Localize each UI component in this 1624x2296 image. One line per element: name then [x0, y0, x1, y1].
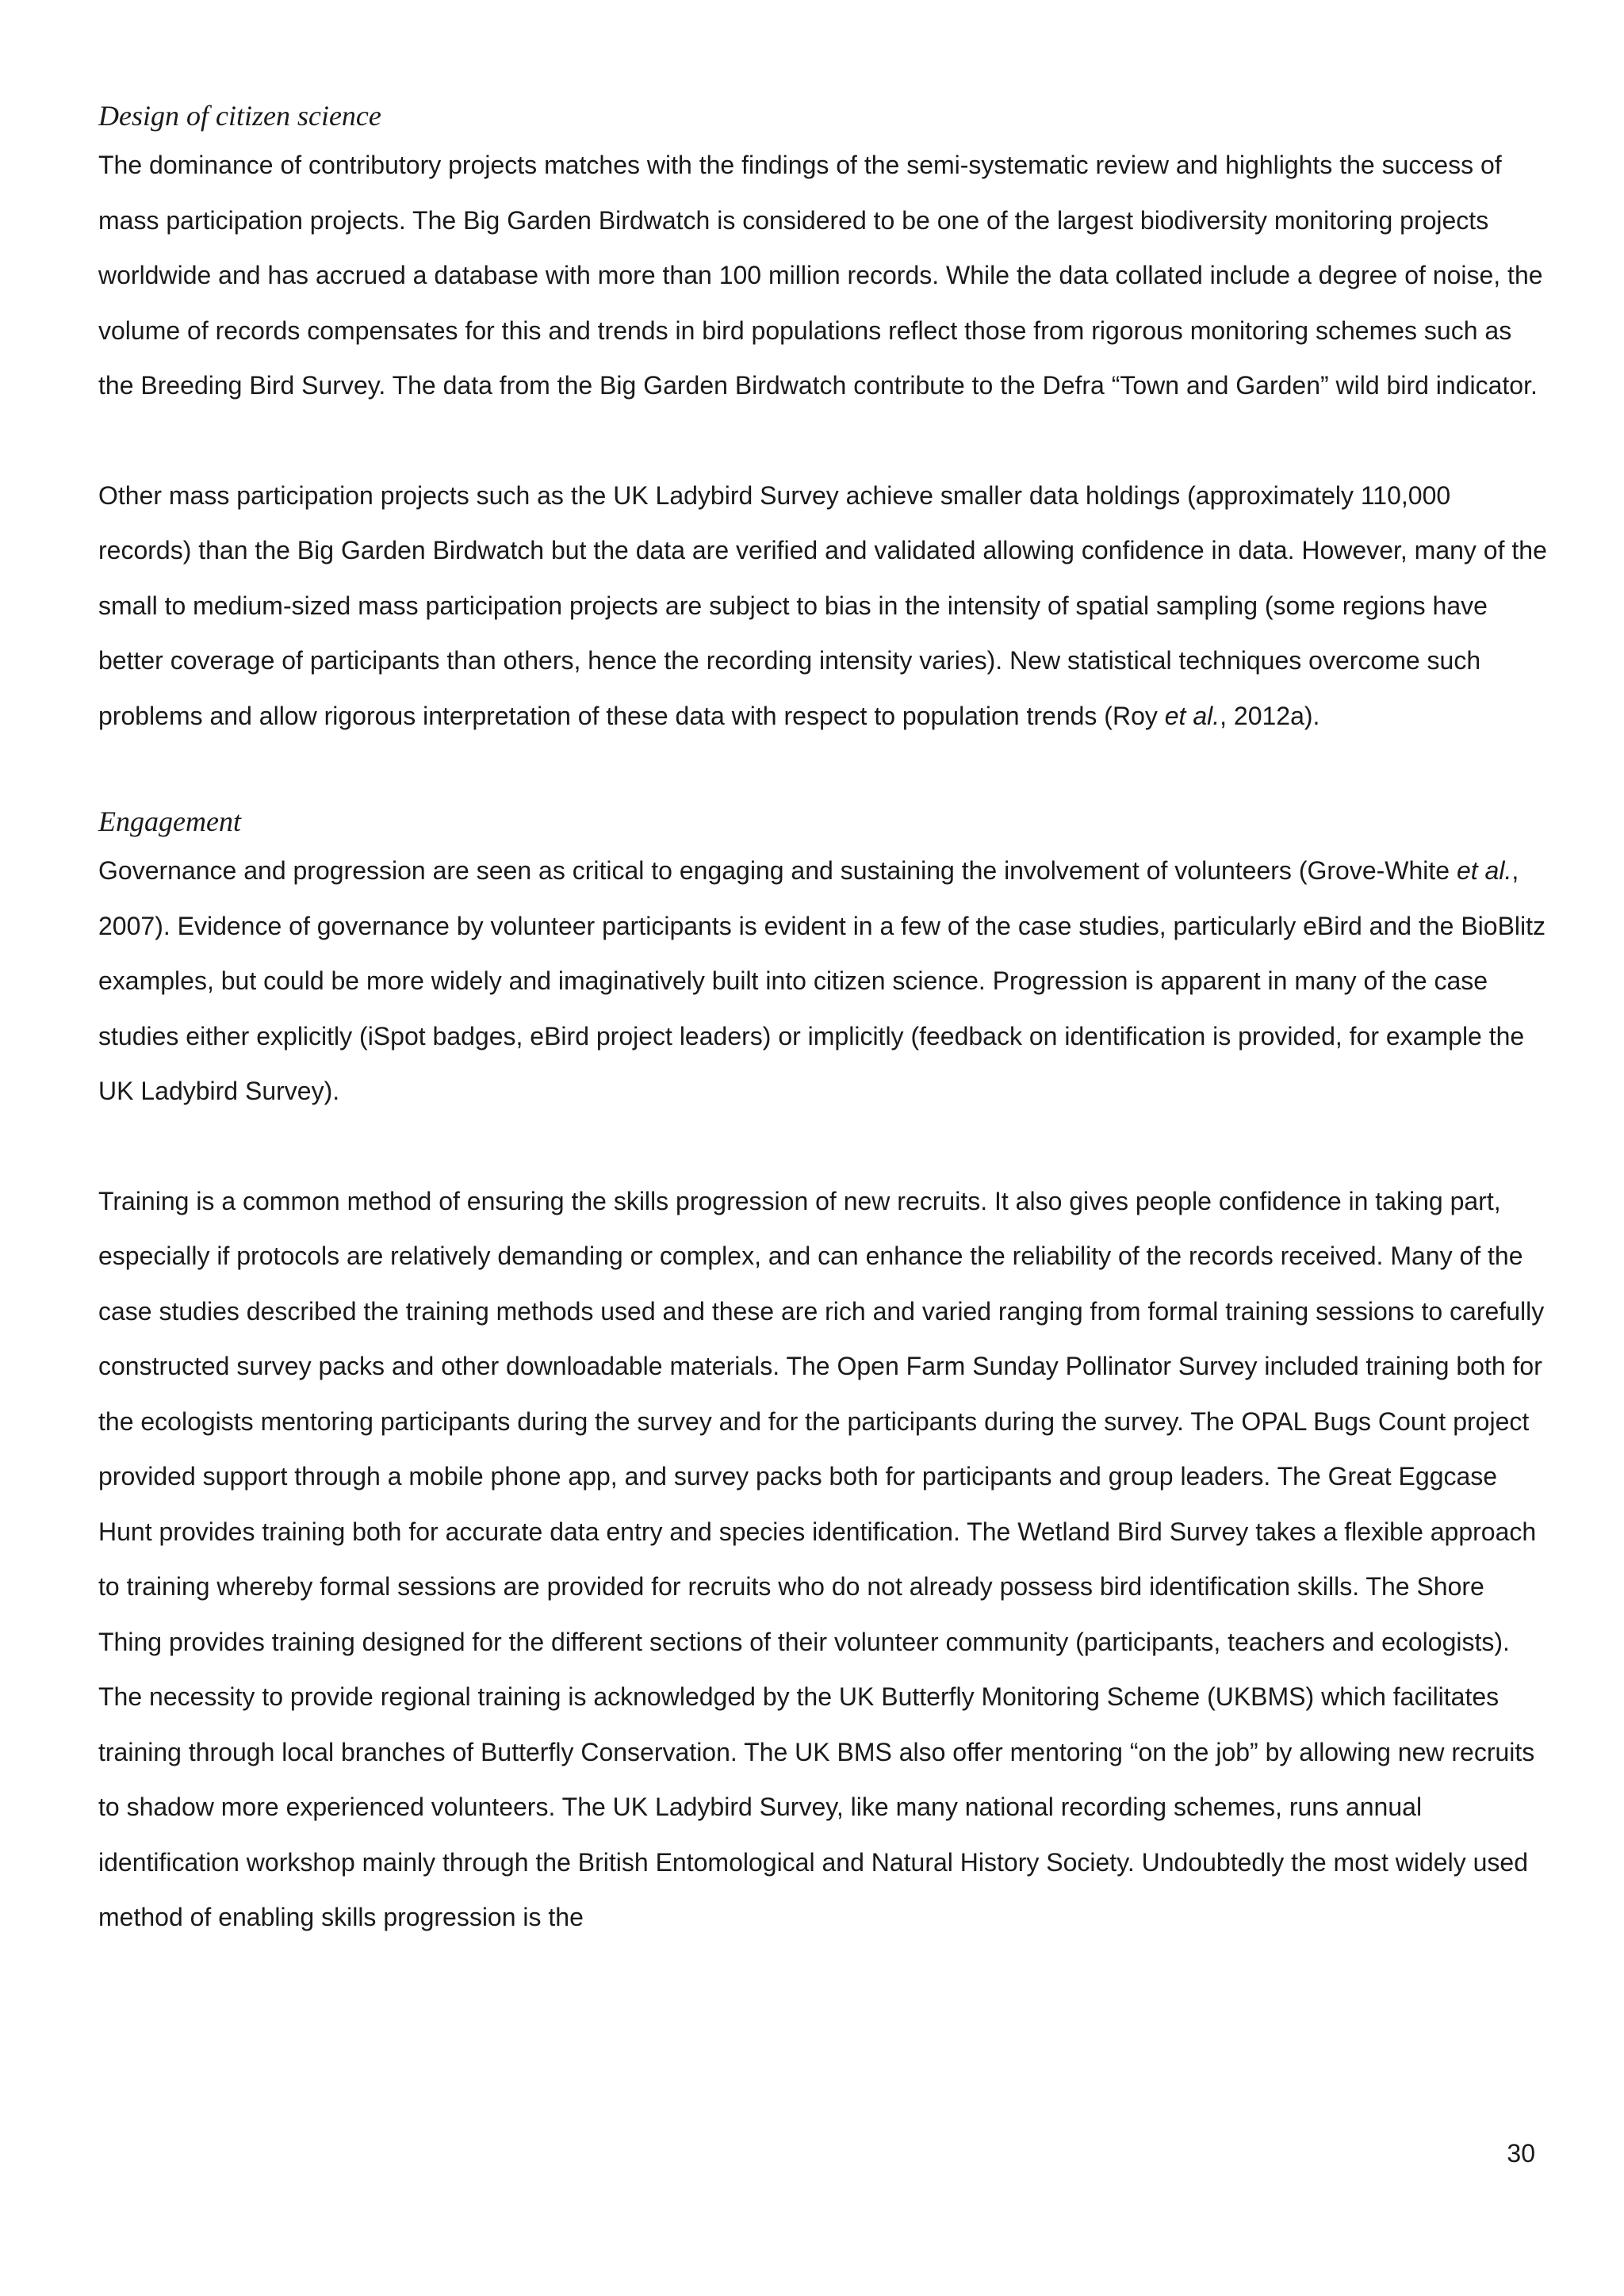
paragraph-text: Governance and progression are seen as critical to engaging and sustaining the involvement of volunteers (Grove-White: [98, 856, 1457, 885]
page-content: [98, 94, 1549, 1946]
paragraph-design-1: [98, 138, 1549, 414]
citation-etal: et al.: [1456, 856, 1512, 885]
paragraph-text: Other mass participation projects such as the UK Ladybird Survey achieve smaller data holdings (approximately 110,000 records) than the Big Garden Birdwatch but the data are verified and validated allowing confidence in data. However, many of the small to medium-sized mass participation projects are subject to bias in the intensity of spatial sampling (some regions have better coverage of participants than others, hence the recording intensity varies). New statistical techniques overcome such problems and allow rigorous interpretation of these data with respect to population trends (Roy: [98, 480, 1547, 730]
paragraph-design-2: [98, 469, 1549, 744]
paragraph-text: , 2012a).: [1220, 701, 1320, 730]
section-heading-design: Design of citizen science: [98, 100, 381, 132]
paragraph-engagement-1: [98, 844, 1549, 1119]
paragraph-gap: [98, 1119, 1549, 1174]
paragraph-text: , 2007). Evidence of governance by volunteer participants is evident in a few of the case studies, particularly eBird and the BioBlitz examples, but could be more widely and imaginatively built into citizen science. Progression is apparent in many of the case studies either explicitly (iSpot badges, eBird project leaders) or implicitly (feedback on identification is provided, for example the UK Ladybird Survey).: [98, 856, 1546, 1105]
paragraph-gap: [98, 414, 1549, 469]
section-heading-engagement: Engagement: [98, 806, 241, 837]
paragraph-text: Training is a common method of ensuring the skills progression of new recruits. It also gives people confidence in taking part, especially if protocols are relatively demanding or complex, and can enhance the reliability of the records received. Many of the case studies described the training methods used and these are rich and varied ranging from formal training sessions to carefully constructed survey packs and other downloadable materials. The Open Farm Sunday Pollinator Survey included training both for the ecologists mentoring participants during the survey and for the participants during the survey. The OPAL Bugs Count project provided support through a mobile phone app, and survey packs both for participants and group leaders. The Great Eggcase Hunt provides training both for accurate data entry and species identification. The Wetland Bird Survey takes a flexible approach to training whereby formal sessions are provided for recruits who do not already possess bird identification skills. The Shore Thing provides training designed for the different sections of their volunteer community (participants, teachers and ecologists). The necessity to provide regional training is acknowledged by the UK Butterfly Monitoring Scheme (UKBMS) which facilitates training through local branches of Butterfly Conservation. The UK BMS also offer mentoring “on the job” by allowing new recruits to shadow more experienced volunteers. The UK Ladybird Survey, like many national recording schemes, runs annual identification workshop mainly through the British Entomological and Natural History Society. Undoubtedly the most widely used method of enabling skills progression is the: [98, 1186, 1545, 1931]
paragraph-engagement-2: [98, 1174, 1549, 1946]
citation-etal: et al.: [1164, 701, 1220, 730]
page-number: 30: [1507, 2139, 1535, 2168]
paragraph-text: The dominance of contributory projects matches with the findings of the semi-systematic review and highlights the success of mass participation projects. The Big Garden Birdwatch is considered to be one of the largest biodiversity monitoring projects worldwide and has accrued a database with more than 100 million records. While the data collated include a degree of noise, the volume of records compensates for this and trends in bird populations reflect those from rigorous monitoring schemes such as the Breeding Bird Survey. The data from the Big Garden Birdwatch contribute to the Defra “Town and Garden” wild bird indicator.: [98, 151, 1543, 400]
section-gap: [98, 744, 1549, 799]
